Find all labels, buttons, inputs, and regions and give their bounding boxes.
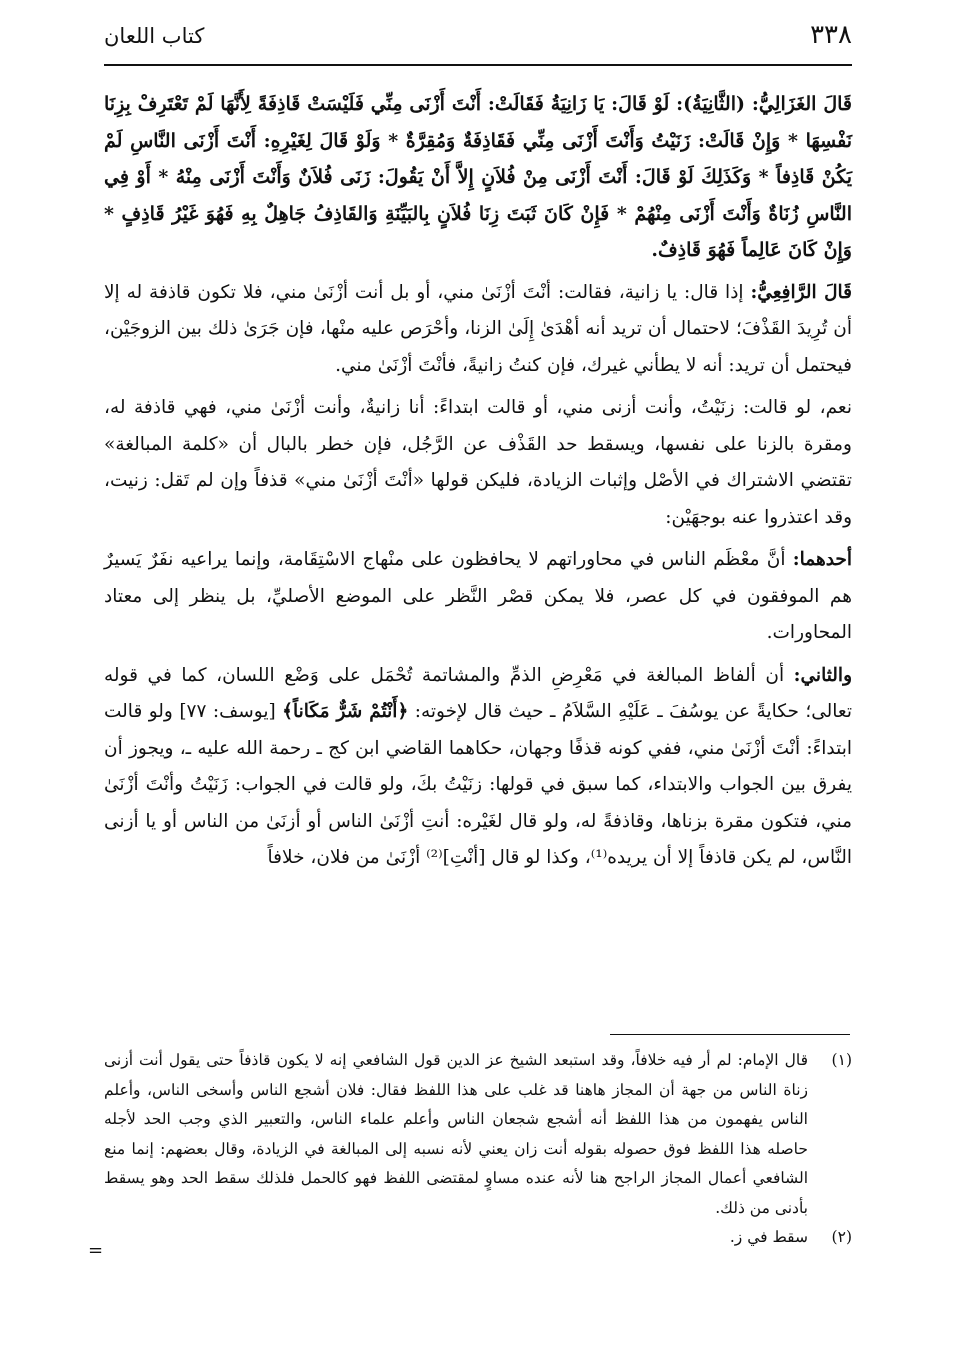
second-reason-paragraph <box>104 658 852 877</box>
footnote-number: (٢) <box>831 1228 852 1246</box>
second-reason-text-a: أن ألفاظ المبالغة في مَعْرِضِ الذمِّ والمشاتمة تُحْمَل على وَضْع اللسان، كما في قوله تعالى؛ حكايةً عن يوسُفَ ـ عَلَيْهِ السَّلاَمُ ـ حيث قال لإخوته: <box>104 664 852 722</box>
ghazali-quote-paragraph: قَالَ الغَزَالِيُّ: (الثَّانِيَةُ): لَوْ قَالَ: يَا زَانِيَةُ فَقَالَتْ: أَنْتَ أَزْنَى مِنِّي فَلَيْسَتْ قَاذِفَةً لِأَنَّهَا لَمْ تَعْتَرِفْ بِزِنَا نَفْسِهَا * وَإِنْ قَالَتْ: زَنَيْتُ وَأَنْتَ أَزْنَى مِنِّي فَقَاذِفَةٌ وَمُقِرَّةٌ * وَلَوْ قَالَ لِغَيْرِهِ: أَنْتَ أَزْنَى النَّاسِ لَمْ يَكُنْ قَاذِفاً * وَكَذَلِكَ لَوْ قَالَ: أَنْتَ أَزْنَى مِنْ فُلاَنٍ إِلاَّ أَنْ يَقُولَ: زَنَى فُلاَنٌ وَأَنْتَ أَزْنَى مِنْهُ * أَوْ فِي النَّاسِ زُنَاةٌ وَأَنْتَ أَزْنَى مِنْهُمْ * فَإِنْ كَانَ ثَبَتَ زِنَا فُلاَنٍ بِالبَيِّنَةِ وَالقَاذِفُ جَاهِلٌ بِهِ فَهُوَ غَيْرُ قَاذِفٍ * وَإِنْ كَانَ عَالِماً فَهُوَ قَاذِفٌ. <box>104 93 852 261</box>
footnotes <box>104 1046 852 1253</box>
rafii-text: إذا قال: يا زانية، فقالت: أنْتَ أزْنَىٰ مني، أو بل أنت أزْنَىٰ مني، فلا تكون قاذفة له إلا أن تُرِيدَ القَذْفَ؛ لاحتمال أن تريد أنه أهْدَىٰ إِلَىٰ الزنا، وأحْرَص عليه منْها، فإن جَرَىٰ ذلك بين الزوجَيْن، فيحتمل أن تريد: أنه لا يطأني غيرك، فإن كنتُ زانيةً، فأنْتَ أزْنَىٰ مني. <box>104 281 852 376</box>
second-reason-text-b: [يوسف: ٧٧] ولو قالت ابتداءً: أنْتَ أزْنَىٰ مني، ففي كونه قذفًا وجهان، حكاهما القاضي ابن كج ـ رحمة الله عليه ـ، ويجوز أن يفرق بين الجواب والابتداء، كما سبق في قولها: زنَيْتُ بكَ، ولو قالت في الجواب: زَنَيْتُ وأنْتَ أزْنَىٰ مني، فتكون مقرة بزناها، وقاذفةً له، ولو قال لغَيْره: أنتِ أزْنَىٰ الناس أو أزنَىٰ من الناس أو يا أزنى النَّاس، لم يكن قاذفاً إلا أن يريده⁽¹⁾، وكذا لو قال [أنْتِ]⁽²⁾ أزْنَىٰ من فلان، خلافاً <box>104 701 852 868</box>
page-header <box>104 14 852 66</box>
first-reason-paragraph <box>104 542 852 652</box>
rafii-label: قَالَ الرَّافِعِيُّ: <box>750 281 852 303</box>
first-reason-text: أنَّ معْظَم الناس في محاوراتهم لا يحافظون على منْهاج الاسْتِقَامة، وإنما يراعيه نفَرٌ يَسيرٌ هم الموفقون في كل عصر، فلا يمكن قصْر النَّظر على الموضع الأصليِّ، بل ينظر إلى معتاد المحاورات. <box>104 549 852 643</box>
quran-verse: ﴿أَنْتُمْ شَرٌّ مَكَاناً﴾ <box>282 701 409 722</box>
second-reason-label: والثاني: <box>793 664 852 686</box>
running-title: كتاب اللعان <box>104 24 205 48</box>
footnote-number: (١) <box>831 1051 852 1069</box>
rafii-paragraph <box>104 275 852 385</box>
footnote-item <box>104 1046 852 1223</box>
footnote-separator <box>610 1034 850 1035</box>
first-reason-label: أحدهما: <box>792 549 852 570</box>
page-number: ٣٣٨ <box>810 20 852 50</box>
continuation-mark: = <box>88 1240 104 1261</box>
naam-paragraph: نعم، لو قالت: زنَيْتُ، وأنت أزنى مني، أو قالت ابتداءً: أنا زانيةٌ، وأنت أزْنَىٰ مني، فهي قاذفة له، ومقرة بالزنا على نفسها، ويسقط حد القَذْف عن الرَّجُل، فإن خطر بالبال أن «كلمة المبالغة» تقتضي الاشتراك في الأصْل وإثبات الزيادة، فليكن قولها «أنْتَ أزْنَىٰ مني» قذفاً وإن لم تَقل: زنيت، وقد اعتذروا عنه بوجهَيْن: <box>104 397 852 528</box>
main-text <box>104 86 852 883</box>
footnote-item <box>104 1223 852 1253</box>
footnote-text: سقط في ز. <box>729 1228 808 1246</box>
footnote-text: قال الإمام: لم أر فيه خلافاً، وقد استبعد الشيخ عز الدين قول الشافعي إنه لا يكون قاذفاً حتى يقول أنت أزنى زناة الناس من جهة أن المجاز هاهنا قد غلب على هذا اللفظ فقال: فلان أشجع الناس وأسخى الناس، وأعلم الناس يفهمون من هذا اللفظ أنه أشجع شجعان الناس وأعلم علماء الناس، والتعبير الذي وجب الحد لأجله حاصله هذا اللفظ فوق حصوله بقوله أنت زان يعني لأنه نسبه إلى المبالغة في الزيادة، وقال بعضهم: إنما منع الشافعي أعمال المجاز الراجح هنا لأنه عنده مساوٍ لمقتضى اللفظ فهو كالحمل فلذلك سقط الحد وهو يسقط بأدنى من ذلك. <box>104 1051 808 1217</box>
